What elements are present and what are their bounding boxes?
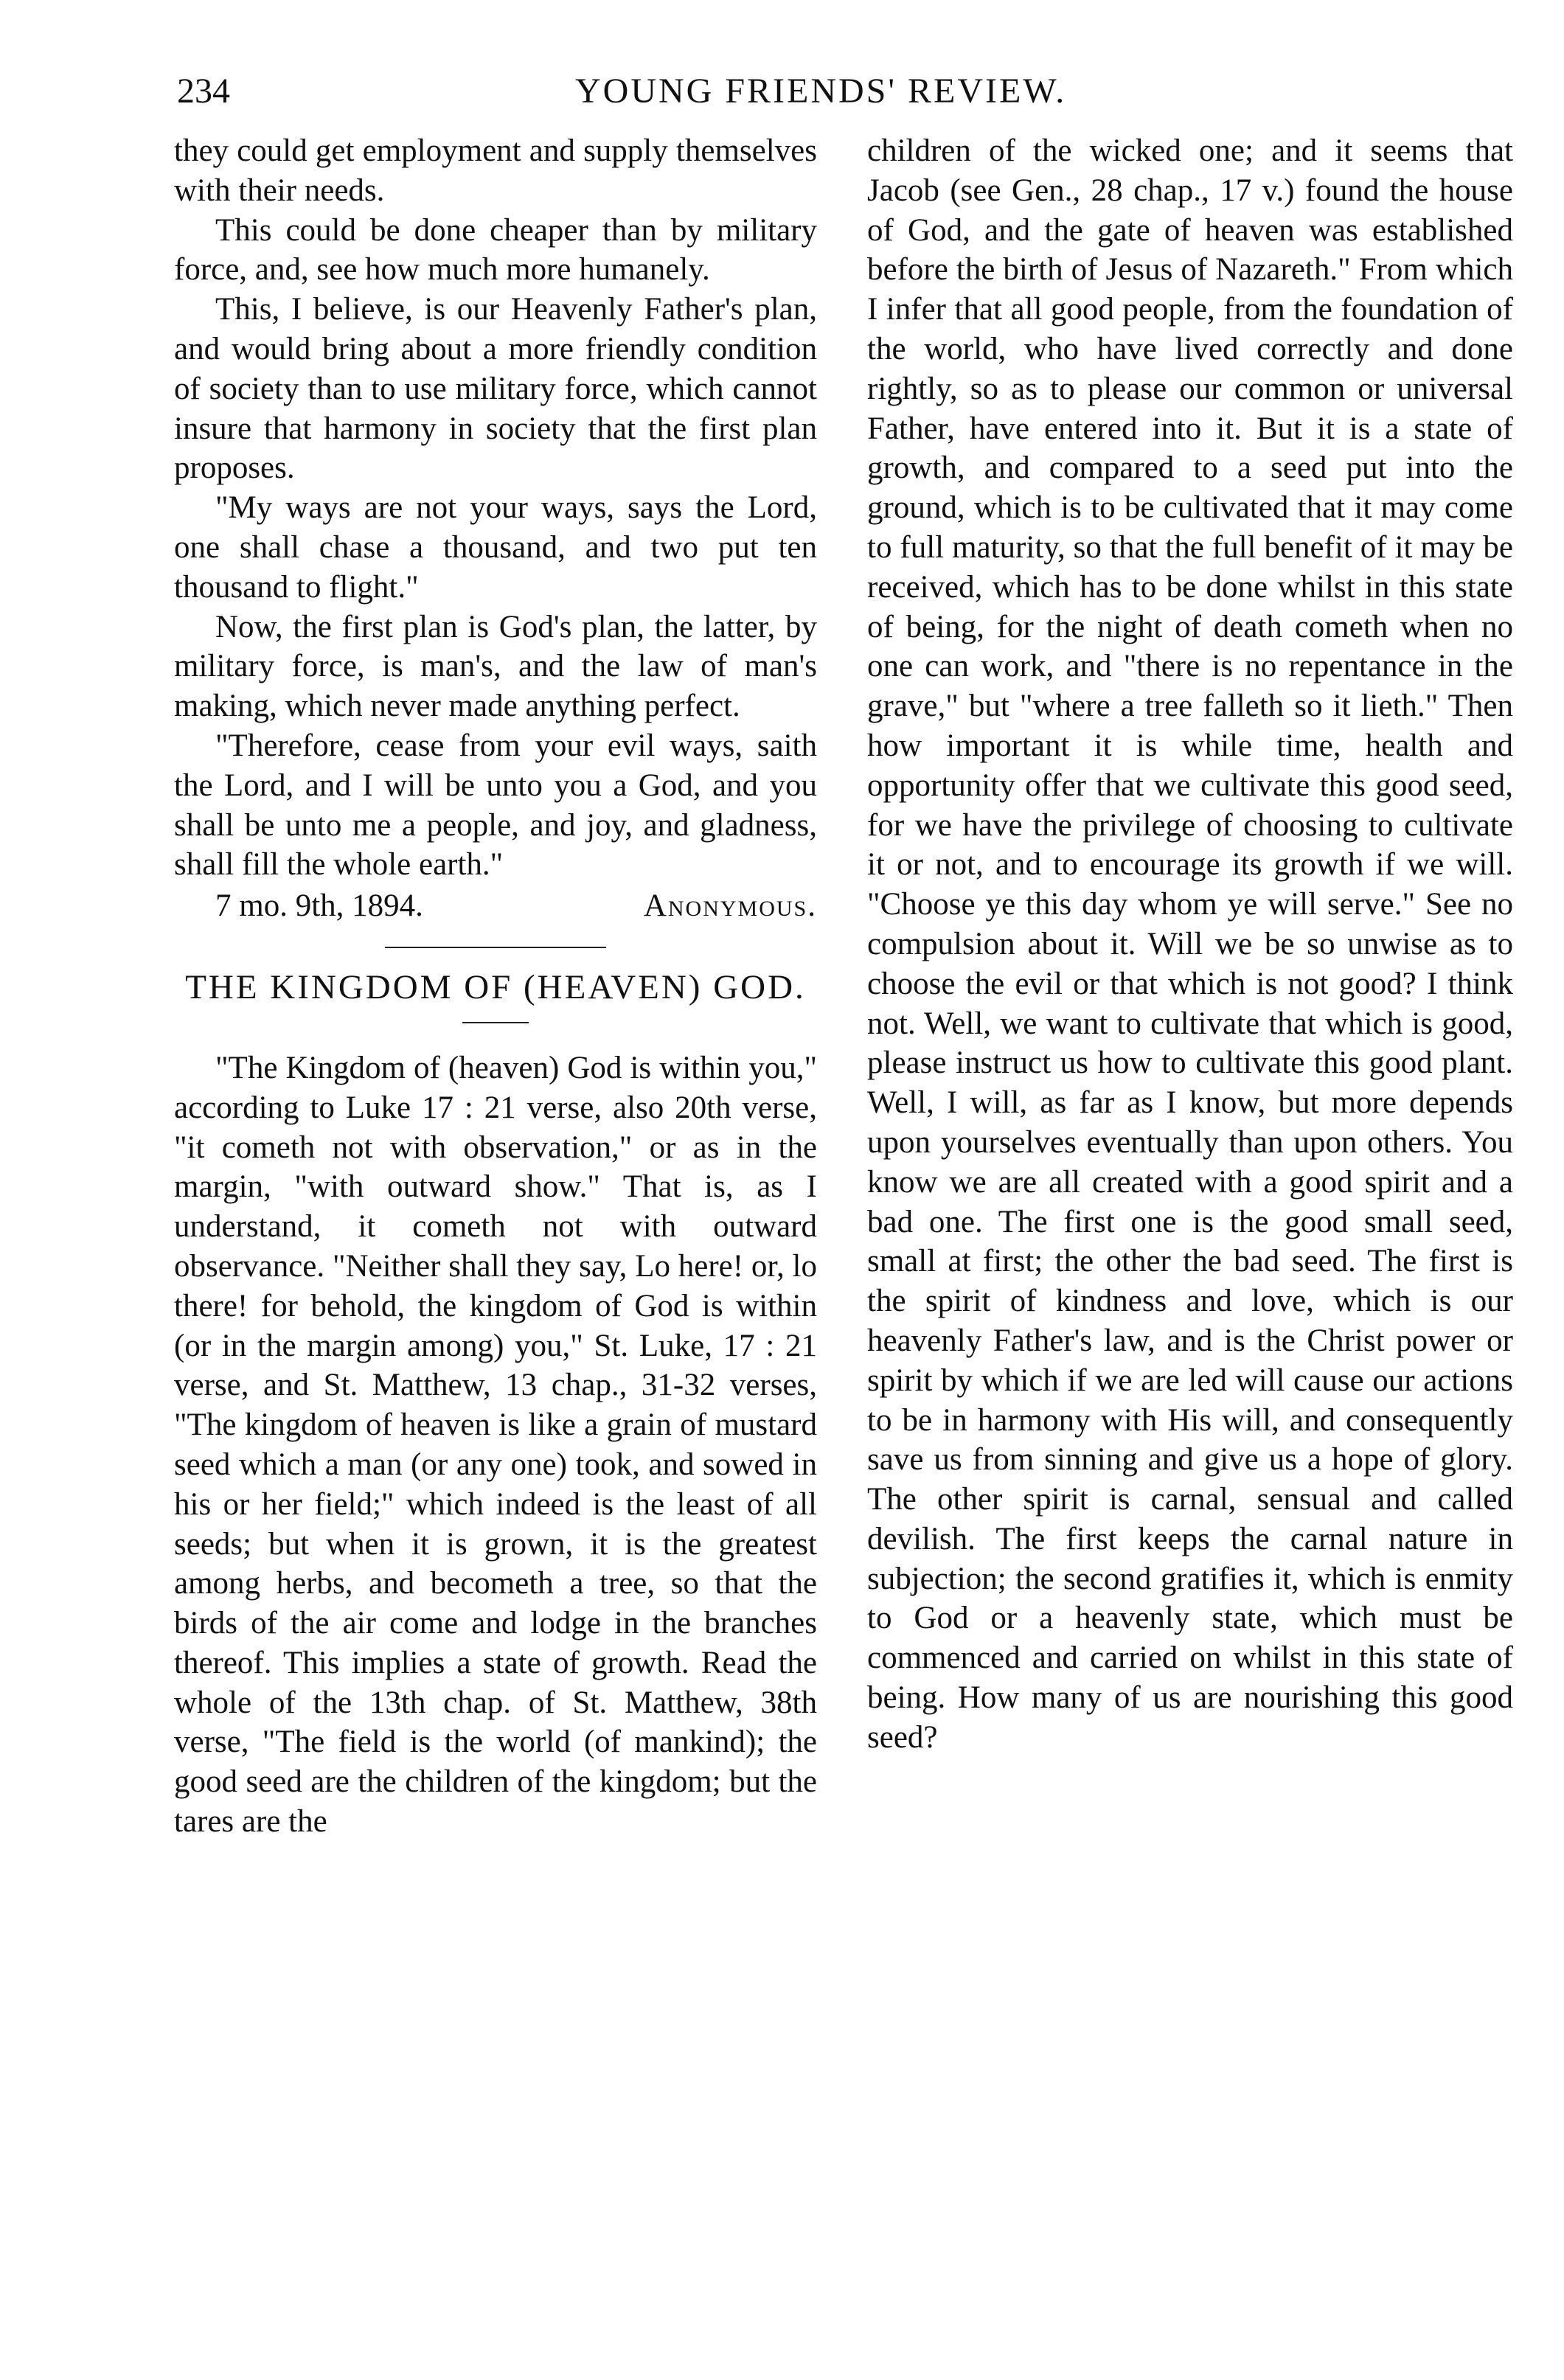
page-number: 234 (177, 72, 230, 111)
page-header (177, 71, 1504, 122)
title-divider (462, 1022, 529, 1023)
running-title: YOUNG FRIENDS' REVIEW. (575, 72, 1067, 111)
paragraph: they could get employment and supply themselves with their needs. (174, 133, 817, 208)
left-column (174, 131, 817, 1842)
signature-line (174, 886, 817, 926)
paragraph: This could be done cheaper than by military force, and, see how much more humanely. (174, 212, 817, 288)
section-divider (385, 947, 606, 948)
paragraph: Now, the first plan is God's plan, the latter, by military force, is man's, and the law of man's making, which never made anything perfect. (174, 609, 817, 724)
paragraph: children of the wicked one; and it seems that Jacob (see Gen., 28 chap., 17 v.) found the house of God, and the gate of heaven was established before the birth of Jesus of Nazareth." From which I infer that all good people, from the foundation of the world, who have lived correctly and done rightly, so as to please our common or universal Father, have entered into it. But it is a state of growth, and compared to a seed put into the ground, which is to be cultivated that it may come to full maturity, so that the full benefit of it may be received, which has to be done whilst in this state of being, for the night of death cometh when no one can work, and "there is no repentance in the grave," but "where a tree falleth so it lieth." Then how important it is while time, health and opportunity offer that we cultivate this good seed, for we have the privilege of choosing to cultivate it or not, and to encourage its growth if we will. "Choose ye this day whom ye will serve." See no compulsion about it. Will we be so unwise as to choose the evil or that which is not good? I think not. Well, we want to cultivate that which is good, please instruct us how to cultivate this good plant. Well, I will, as far as I know, but more depends upon yourselves eventually than upon others. You know we are all created with a good spirit and a bad one. The first one is the good small seed, small at first; the other the bad seed. The first is the spirit of kindness and love, which is our heavenly Father's law, and is the Christ power or spirit by which if we are led will cause our actions to be in harmony with His will, and consequently save us from sinning and give us a hope of glory. The other spirit is carnal, sensual and called devilish. The first keeps the carnal nature in subjection; the second gratifies it, which is enmity to God or a heavenly state, which must be commenced and carried on whilst in this state of being. How many of us are nourishing this good seed? (867, 133, 1513, 1755)
date-line: 7 mo. 9th, 1894. (215, 888, 423, 924)
article-title: THE KINGDOM OF (HEAVEN) GOD. (185, 967, 806, 1006)
paragraph: "The Kingdom of (heaven) God is within you," according to Luke 17 : 21 verse, also 20th verse, "it cometh not with observation," or as in the margin, "with outward show." That is, as I understand, it cometh not with outward observance. "Neither shall they say, Lo here! or, lo there! for behold, the kingdom of God is within (or in the margin among) you," St. Luke, 17 : 21 verse, and St. Matthew, 13 chap., 31-32 verses, "The kingdom of heaven is like a grain of mustard seed which a man (or any one) took, and sowed in his or her field;" which indeed is the least of all seeds; but when it is grown, it is the greatest among herbs, and becometh a tree, so that the birds of the air come and lodge in the branches thereof. This implies a state of growth. Read the whole of the 13th chap. of St. Matthew, 38th verse, "The field is the world (of mankind); the good seed are the children of the kingdom; but the tares are the (174, 1050, 817, 1840)
paragraph: This, I believe, is our Heavenly Father's plan, and would bring about a more friendly condition of society than to use military force, which cannot insure that harmony in society that the first plan proposes. (174, 292, 817, 486)
right-column (867, 131, 1513, 1758)
author-signature: Anonymous. (643, 888, 817, 924)
paragraph: "Therefore, cease from your evil ways, saith the Lord, and I will be unto you a God, and you shall be unto me a people, and joy, and gladness, shall fill the whole earth." (174, 728, 817, 883)
paragraph: "My ways are not your ways, says the Lord, one shall chase a thousand, and two put ten thousand to flight." (174, 490, 817, 605)
